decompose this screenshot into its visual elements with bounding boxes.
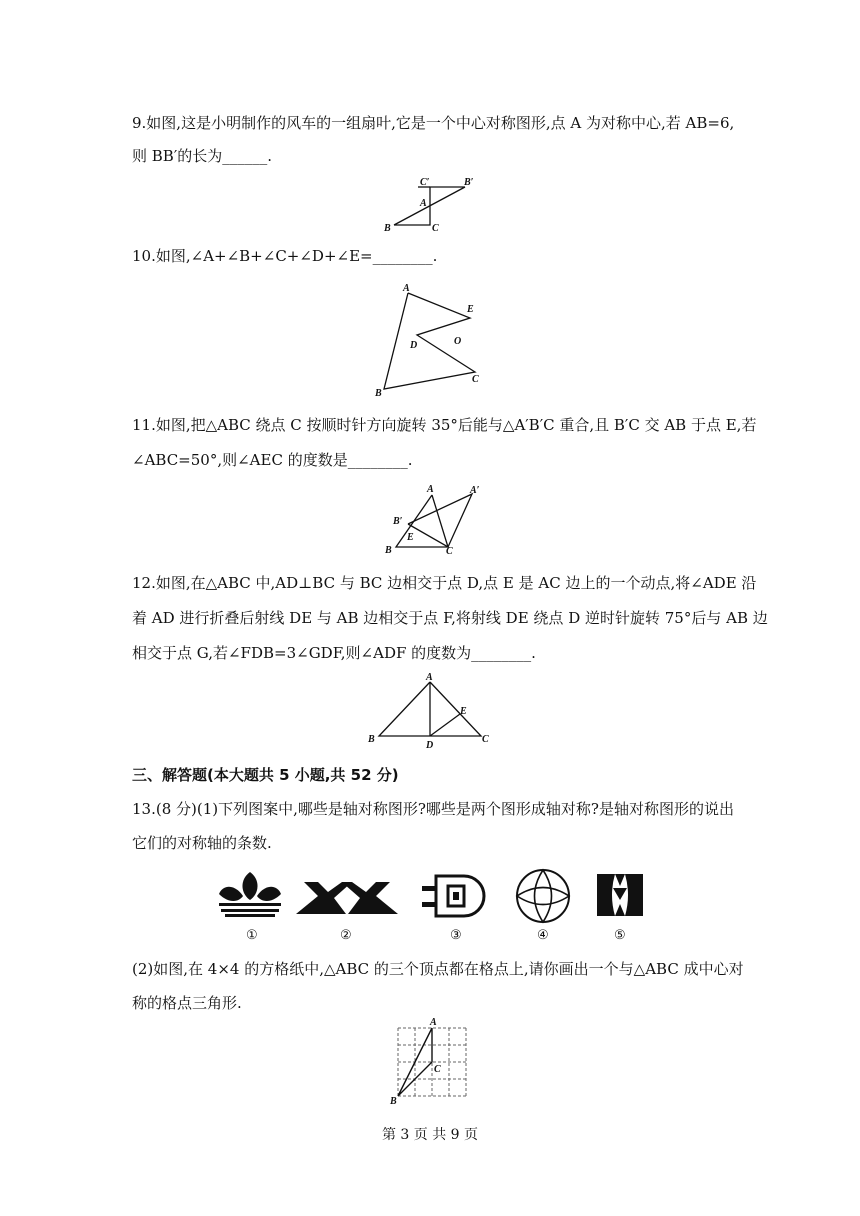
pattern-2-double-x [294, 878, 400, 918]
q10-label-c: C [472, 374, 479, 385]
q10-figure [372, 282, 492, 400]
q9-label-a: A [420, 198, 427, 209]
q9-label-c-prime: C′ [420, 177, 430, 188]
q11-label-c: C [446, 546, 453, 557]
q13-text-line2: 它们的对称轴的条数. [132, 834, 272, 852]
q10-label-e: E [467, 304, 474, 315]
q12-text-line1: 12.如图,在△ABC 中,AD⊥BC 与 BC 边相交于点 D,点 E 是 AC 边上的一个动点,将∠ADE 沿 [132, 574, 757, 592]
q9-text-line2: 则 BB′的长为______. [132, 147, 272, 165]
q12-label-c: C [482, 734, 489, 745]
grid-label-b: B [390, 1096, 397, 1107]
page-footer: 第 3 页 共 9 页 [381, 1127, 479, 1143]
q9-label-b-prime: B′ [464, 177, 474, 188]
grid-label-c: C [434, 1064, 441, 1075]
q10-label-b: B [375, 388, 382, 399]
q12-text-line2: 着 AD 进行折叠后射线 DE 与 AB 边相交于点 F,将射线 DE 绕点 D 逆时针旋转 75°后与 AB 边 [132, 609, 768, 627]
q13-part2-line2: 称的格点三角形. [132, 994, 242, 1012]
q12-segment-de [430, 714, 460, 736]
pattern-label-3: ③ [450, 928, 462, 943]
pattern-label-4: ④ [537, 928, 549, 943]
q12-figure [366, 674, 496, 750]
pattern-label-1: ① [246, 928, 258, 943]
q13-part2-line1: (2)如图,在 4×4 的方格纸中,△ABC 的三个顶点都在格点上,请你画出一个与△ABC 成中心对 [132, 960, 744, 978]
q11-label-e: E [407, 532, 414, 543]
q9-text-line1: 9.如图,这是小明制作的风车的一组扇叶,它是一个中心对称图形,点 A 为对称中心,若 AB=6, [132, 114, 735, 132]
q11-triangle-abc [396, 495, 448, 547]
q11-text-line2: ∠ABC=50°,则∠AEC 的度数是________. [132, 451, 413, 469]
q11-label-a: A [427, 484, 434, 495]
q10-label-a: A [403, 283, 410, 294]
pattern-1-trefoil [215, 870, 285, 918]
q12-label-b: B [368, 734, 375, 745]
pattern-label-2: ② [340, 928, 352, 943]
q13-grid-figure [388, 1016, 472, 1106]
q11-label-b: B [385, 545, 392, 556]
q9-label-c: C [432, 223, 439, 234]
q10-figure-shape [384, 293, 475, 389]
q9-figure [380, 174, 490, 238]
q10-label-d: D [410, 340, 418, 351]
pattern-label-5: ⑤ [614, 928, 626, 943]
pattern-4-flower-circle [512, 868, 574, 924]
q10-text: 10.如图,∠A+∠B+∠C+∠D+∠E=________. [132, 247, 438, 265]
q11-text-line1: 11.如图,把△ABC 绕点 C 按顺时针方向旋转 35°后能与△A′B′C 重合,且 B′C 交 AB 于点 E,若 [132, 416, 757, 434]
q12-label-a: A [426, 672, 433, 683]
q12-text-line3: 相交于点 G,若∠FDB=3∠GDF,则∠ADF 的度数为________. [132, 644, 536, 662]
q12-label-e: E [460, 706, 467, 717]
pattern-5-square-knot [595, 872, 645, 918]
q9-label-b: B [384, 223, 391, 234]
q11-figure [380, 484, 490, 560]
q12-label-d: D [426, 740, 434, 751]
grid-label-a: A [430, 1017, 437, 1028]
q10-label-o: O [454, 336, 462, 347]
q11-label-a-prime: A′ [470, 485, 480, 496]
q13-text-line1: 13.(8 分)(1)下列图案中,哪些是轴对称图形?哪些是两个图形成轴对称?是轴对称图形的说出 [132, 800, 734, 818]
pattern-3-plug [420, 872, 492, 920]
section-3-heading: 三、解答题(本大题共 5 小题,共 52 分) [132, 766, 399, 784]
q11-label-b-prime: B′ [393, 516, 403, 527]
